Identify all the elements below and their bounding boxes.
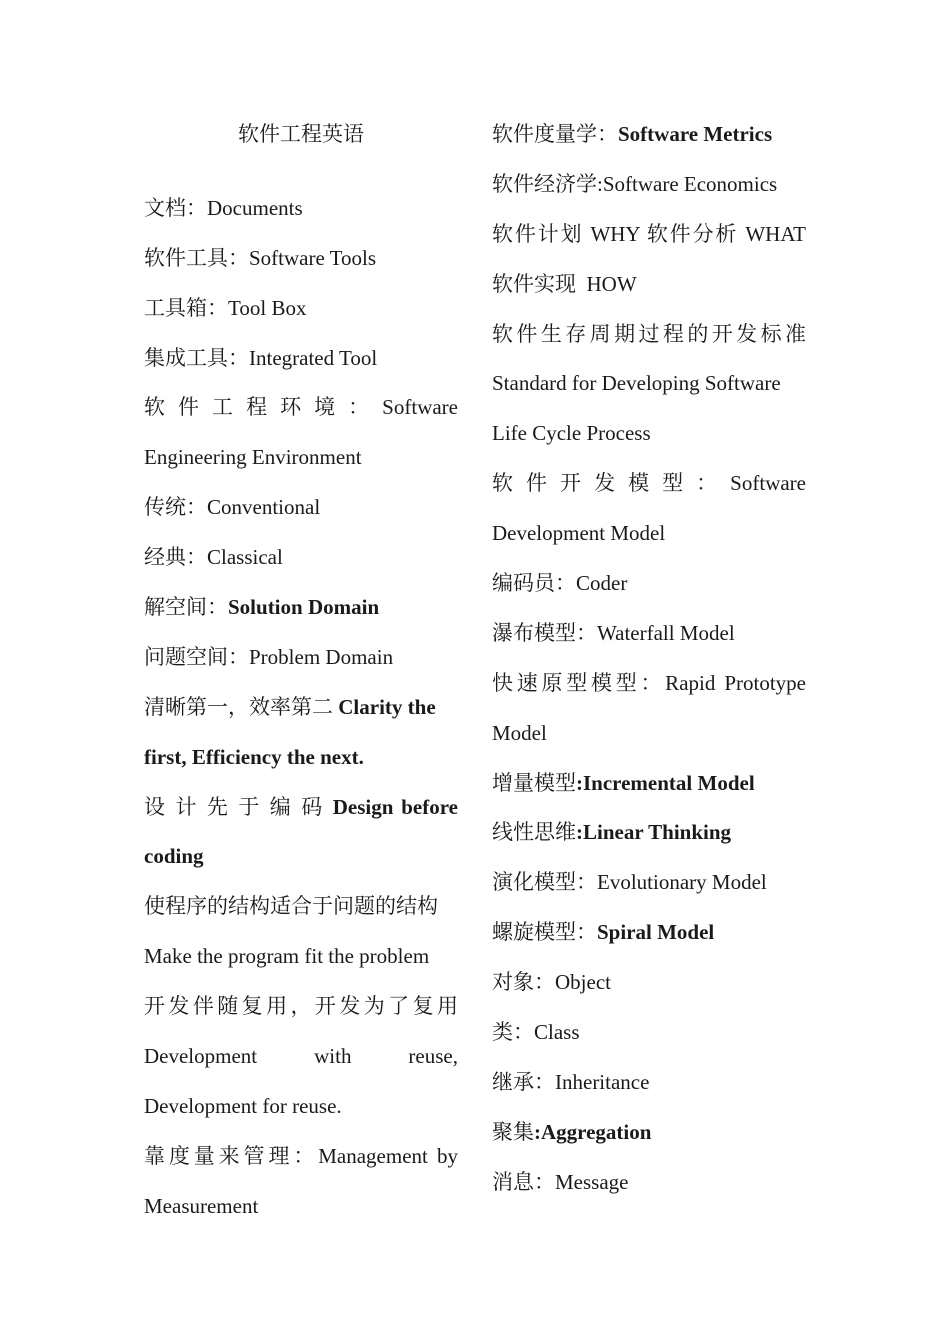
term-standard-en-cont: Life Cycle Process bbox=[492, 421, 651, 446]
principle-fit-en: Make the program fit the problem bbox=[144, 944, 430, 969]
term-problem-domain: 问题空间：Problem Domain bbox=[144, 644, 394, 669]
principle-design-cont: coding bbox=[144, 844, 204, 869]
term-software-tools: 软件工具：Software Tools bbox=[144, 245, 377, 270]
principle-measurement-cont: Measurement bbox=[144, 1193, 259, 1218]
term-rapid-prototype: 快速原型模型：Rapid Prototype bbox=[492, 670, 806, 695]
principle-reuse-en-cont: Development for reuse. bbox=[144, 1093, 342, 1118]
term-why-what: 软件计划 WHY 软件分析 WHAT bbox=[492, 221, 806, 246]
term-classical: 经典：Classical bbox=[144, 545, 283, 570]
principle-reuse-zh: 开发伴随复用，开发为了复用 bbox=[144, 994, 458, 1019]
term-how: 软件实现 HOW bbox=[492, 271, 637, 296]
term-coder: 编码员：Coder bbox=[492, 571, 628, 596]
term-spiral: 螺旋模型：Spiral Model bbox=[492, 920, 715, 945]
term-documents: 文档：Documents bbox=[144, 195, 303, 220]
term-class: 类：Class bbox=[492, 1020, 580, 1045]
term-message: 消息：Message bbox=[492, 1169, 629, 1194]
term-standard-en: Standard for Developing Software bbox=[492, 371, 781, 396]
term-aggregation: 聚集:Aggregation bbox=[492, 1119, 652, 1144]
term-tool-box: 工具箱：Tool Box bbox=[144, 295, 307, 320]
term-integrated-tool: 集成工具：Integrated Tool bbox=[144, 345, 378, 370]
principle-measurement: 靠度量来管理：Management by bbox=[144, 1143, 458, 1168]
term-solution-domain: 解空间：Solution Domain bbox=[144, 595, 380, 620]
term-waterfall: 瀑布模型：Waterfall Model bbox=[492, 620, 735, 645]
principle-clarity: 清晰第一，效率第二 Clarity the bbox=[144, 694, 436, 719]
term-linear-thinking: 线性思维:Linear Thinking bbox=[492, 820, 732, 845]
right-column bbox=[492, 110, 806, 1208]
term-evolutionary: 演化模型：Evolutionary Model bbox=[492, 870, 767, 895]
page-title: 软件工程英语 bbox=[238, 122, 364, 146]
term-object: 对象：Object bbox=[492, 970, 611, 995]
term-standard-zh: 软件生存周期过程的开发标准 bbox=[492, 321, 806, 346]
principle-fit-zh: 使程序的结构适合于问题的结构 bbox=[144, 894, 438, 919]
principle-design: 设 计 先 于 编 码 Design before bbox=[144, 794, 458, 819]
principle-clarity-cont: first, Efficiency the next. bbox=[144, 744, 364, 769]
left-column bbox=[144, 110, 458, 1232]
term-development-model-cont: Development Model bbox=[492, 521, 666, 546]
term-conventional: 传统：Conventional bbox=[144, 495, 321, 520]
term-software-engineering-environment-cont: Engineering Environment bbox=[144, 445, 362, 470]
term-rapid-prototype-cont: Model bbox=[492, 720, 547, 745]
term-software-engineering-environment: 软 件 工 程 环 境 ： Software bbox=[144, 395, 458, 420]
term-software-economics: 软件经济学:Software Economics bbox=[492, 171, 778, 196]
principle-reuse-en: Development with reuse, bbox=[144, 1044, 458, 1069]
term-development-model: 软 件 开 发 模 型 ： Software bbox=[492, 471, 806, 496]
term-software-metrics: 软件度量学：Software Metrics bbox=[492, 122, 773, 146]
term-inheritance: 继承：Inheritance bbox=[492, 1069, 650, 1094]
term-incremental: 增量模型:Incremental Model bbox=[492, 770, 755, 795]
